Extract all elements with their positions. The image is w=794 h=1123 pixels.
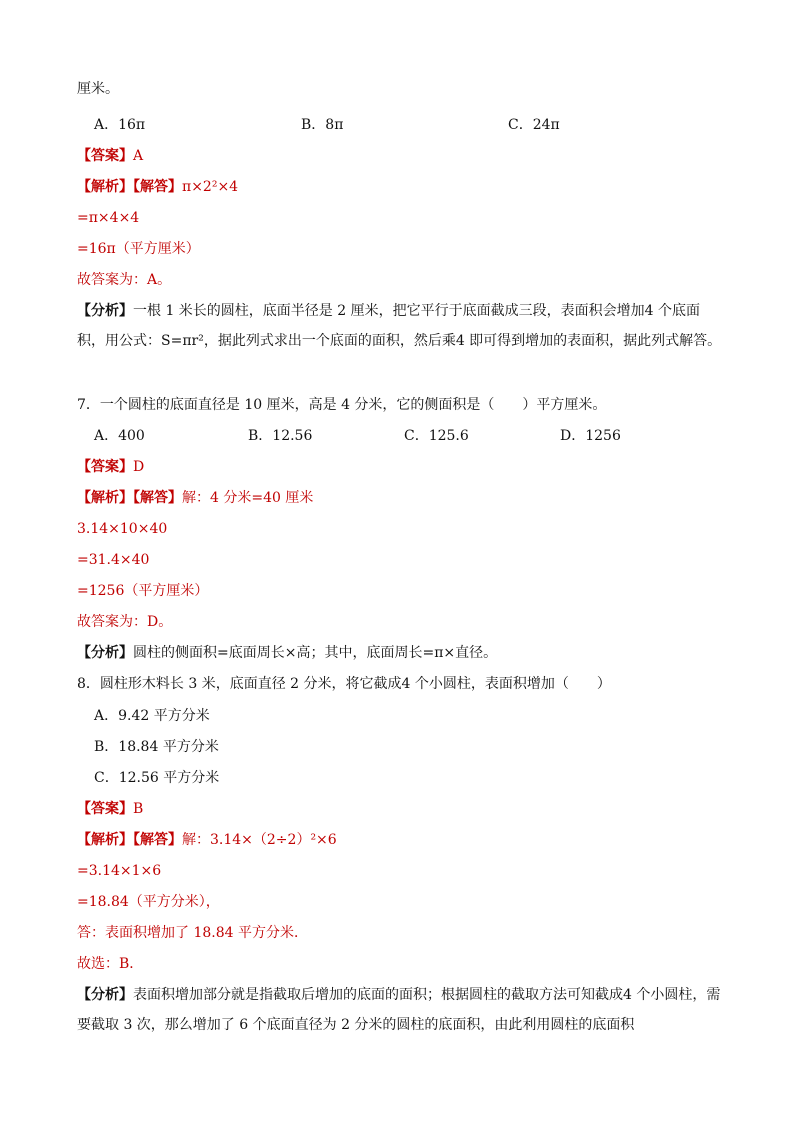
answer-value: A xyxy=(133,148,144,164)
question-7-title: 7．一个圆柱的底面直径是 10 厘米，高是 4 分米，它的侧面积是（ ）平方厘米。 xyxy=(77,397,607,413)
solution-text: 解：3.14×（2÷2）²×6 xyxy=(182,832,337,848)
solution-step: =16π（平方厘米） xyxy=(77,241,200,257)
answer-tag: 【答案】 xyxy=(77,459,133,475)
solution-step: =31.4×40 xyxy=(77,552,150,568)
question-8-title: 8．圆柱形木料长 3 米，底面直径 2 分米，将它截成4 个小圆柱，表面积增加（ ） xyxy=(77,676,611,692)
solution-line xyxy=(77,489,724,507)
solution-step: 3.14×10×40 xyxy=(77,521,168,537)
analysis-text: 一根 1 米长的圆柱，底面半径是 2 厘米，把它平行于底面截成三段，表面积会增加4 个底面积，用公式：S=πr²，据此列式求出一个底面的面积，然后乘4 即可得到增加的表面积，据此列式解答。 xyxy=(77,303,722,349)
solution-line xyxy=(77,178,724,196)
solution-step: =3.14×1×6 xyxy=(77,863,162,879)
solution-step: =1256（平方厘米） xyxy=(77,583,209,599)
solution-tag: 【解析】【解答】 xyxy=(77,179,182,195)
analysis-tag: 【分析】 xyxy=(77,645,133,661)
answer-line xyxy=(77,800,724,818)
answer-line xyxy=(77,458,724,476)
option-a: A．9.42 平方分米 xyxy=(94,708,210,724)
option-c: C．24π xyxy=(508,117,560,133)
answer-tag: 【答案】 xyxy=(77,148,133,164)
solution-step: 故答案为：D。 xyxy=(77,614,173,630)
analysis-block xyxy=(77,980,724,1040)
solution-step: 故选：B． xyxy=(77,956,144,972)
analysis-line xyxy=(77,644,724,662)
solution-tag: 【解析】【解答】 xyxy=(77,832,182,848)
analysis-tag: 【分析】 xyxy=(77,303,133,319)
answer-tag: 【答案】 xyxy=(77,801,133,817)
solution-step: =π×4×4 xyxy=(77,210,140,226)
solution-step: 故答案为：A。 xyxy=(77,272,172,288)
analysis-block xyxy=(77,296,724,356)
option-b: B．18.84 平方分米 xyxy=(94,739,219,755)
answer-line xyxy=(77,147,724,165)
solution-step: =18.84（平方分米）， xyxy=(77,894,220,910)
solution-tag: 【解析】【解答】 xyxy=(77,490,182,506)
answer-value: D xyxy=(133,459,145,475)
solution-text: 解：4 分米=40 厘米 xyxy=(182,490,314,506)
analysis-tag: 【分析】 xyxy=(77,987,133,1003)
option-c: C．125.6 xyxy=(404,428,469,444)
text-line: 厘米。 xyxy=(77,81,119,97)
option-a: A．400 xyxy=(94,428,145,444)
solution-line xyxy=(77,831,724,849)
option-b: B．12.56 xyxy=(248,428,313,444)
analysis-text: 圆柱的侧面积=底面周长×高；其中，底面周长=π×直径。 xyxy=(133,645,498,661)
solution-text: π×2²×4 xyxy=(182,179,239,195)
answer-value: B xyxy=(133,801,144,817)
analysis-text: 表面积增加部分就是指截取后增加的底面的面积；根据圆柱的截取方法可知截成4 个小圆柱，需要截取 3 次，那么增加了 6 个底面直径为 2 分米的圆柱的底面积，由此利用圆柱的底面积 xyxy=(77,987,721,1033)
option-b: B．8π xyxy=(301,117,344,133)
solution-step: 答：表面积增加了 18.84 平方分米． xyxy=(77,925,308,941)
option-a: A．16π xyxy=(94,117,146,133)
option-c: C．12.56 平方分米 xyxy=(94,770,220,786)
option-d: D．1256 xyxy=(560,428,621,444)
